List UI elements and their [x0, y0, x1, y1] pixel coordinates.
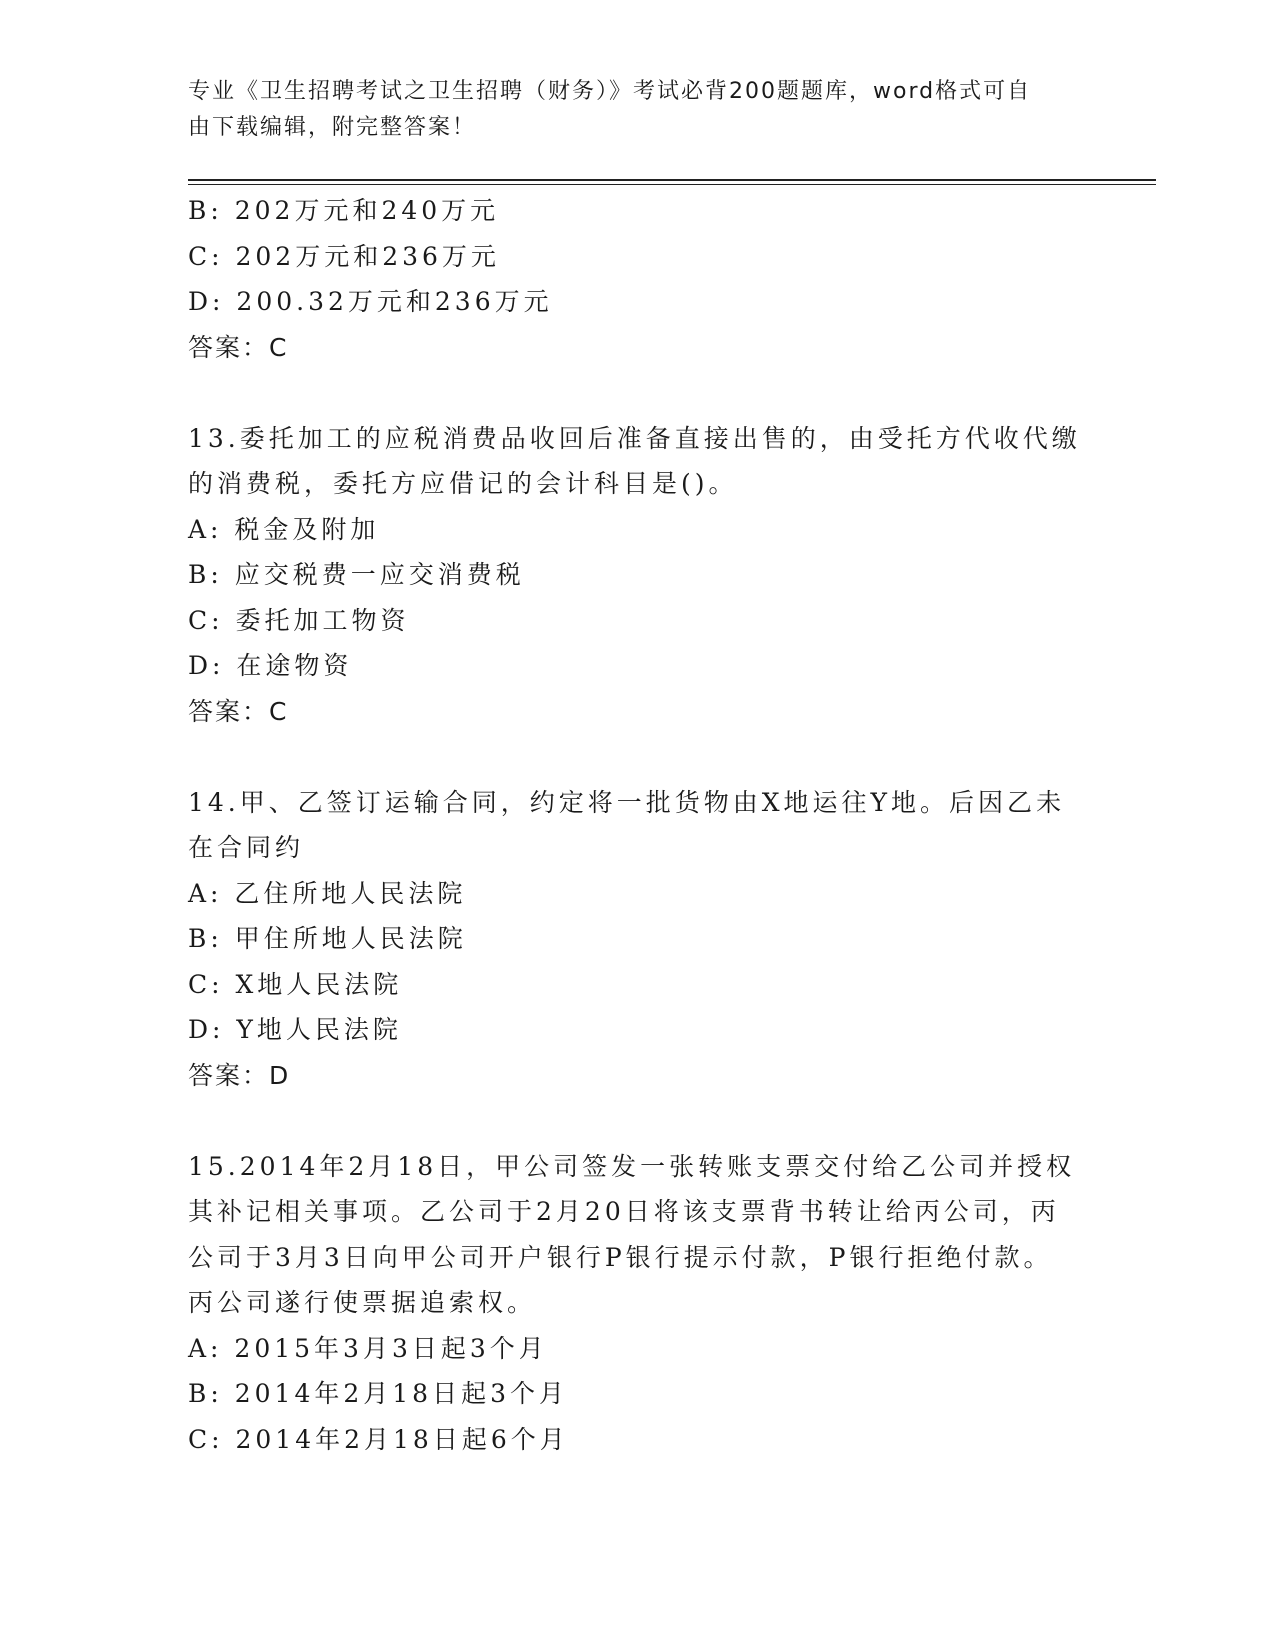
header-line-2: 由下载编辑，附完整答案！ — [188, 115, 477, 140]
header-rule-thin — [188, 184, 1156, 185]
option-d: D: Y地人民法院 — [188, 1015, 402, 1044]
answer-line: 答案：D — [188, 1060, 291, 1090]
header-rule-thick — [188, 179, 1156, 181]
question-stem: 其补记相关事项。乙公司于2月20日将该支票背书转让给丙公司，丙 — [188, 1197, 1060, 1226]
option-b: B: 202万元和240万元 — [188, 196, 500, 225]
question-13 — [188, 416, 1088, 735]
question-stem: 丙公司遂行使票据追索权。 — [188, 1288, 537, 1317]
question-stem: 13.委托加工的应税消费品收回后准备直接出售的，由受托方代收代缴 — [188, 423, 1081, 453]
question-stem: 14.甲、乙签订运输合同，约定将一批货物由X地运往Y地。后因乙未 — [188, 787, 1066, 817]
question-stem: 在合同约 — [188, 833, 305, 862]
previous-question-tail — [188, 188, 1088, 370]
option-c: C: 202万元和236万元 — [188, 241, 500, 271]
option-b: B: 应交税费一应交消费税 — [188, 560, 525, 589]
answer-line: 答案：C — [188, 696, 289, 726]
question-stem: 的消费税，委托方应借记的会计科目是()。 — [188, 469, 738, 498]
answer-line: 答案：C — [188, 332, 289, 362]
option-a: A: 2015年3月3日起3个月 — [188, 1333, 548, 1363]
question-stem: 15.2014年2月18日，甲公司签发一张转账支票交付给乙公司并授权 — [188, 1151, 1076, 1181]
header-line-1: 专业《卫生招聘考试之卫生招聘（财务）》考试必背200题题库，word格式可自 — [188, 79, 1032, 104]
option-a: A: 税金及附加 — [188, 514, 380, 544]
document-header — [188, 74, 1088, 146]
option-b: B: 甲住所地人民法院 — [188, 924, 467, 953]
option-c: C: X地人民法院 — [188, 969, 403, 999]
question-14 — [188, 780, 1088, 1099]
option-b: B: 2014年2月18日起3个月 — [188, 1379, 568, 1408]
option-d: D: 200.32万元和236万元 — [188, 287, 553, 316]
question-15 — [188, 1144, 1088, 1463]
option-a: A: 乙住所地人民法院 — [188, 878, 467, 908]
option-c: C: 2014年2月18日起6个月 — [188, 1424, 569, 1454]
question-list — [188, 188, 1088, 1462]
question-stem: 公司于3月3日向甲公司开户银行P银行提示付款，P银行拒绝付款。 — [188, 1242, 1053, 1272]
option-c: C: 委托加工物资 — [188, 605, 410, 635]
option-d: D: 在途物资 — [188, 651, 353, 680]
